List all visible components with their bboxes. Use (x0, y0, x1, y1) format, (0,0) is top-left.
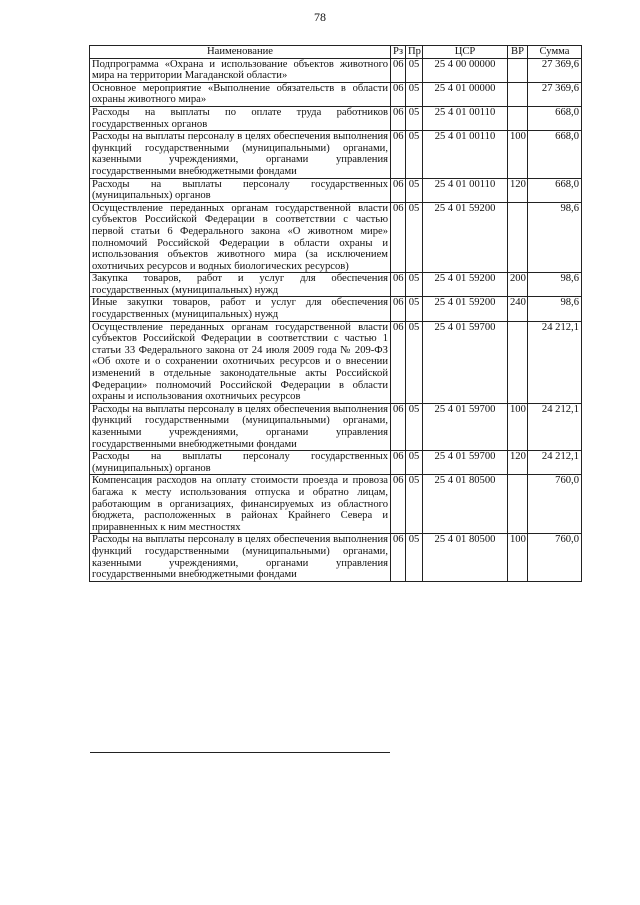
table-row (90, 297, 582, 321)
cell-rz: 06 (391, 58, 406, 82)
cell-vr: 100 (508, 534, 528, 581)
cell-sum: 760,0 (528, 534, 582, 581)
cell-name: Осуществление переданных органам государственной власти субъектов Российской Федерации в соответствии с частью 1 статьи 33 Федерального закона от 24 июля 2009 года № 209-ФЗ «Об охоте и о сохранении охотничьих ресурсов и о внесении изменений в отдельные законодательные акты Российской Федерации» полномочий Российской Федерации в области охраны и использования охотничьих ресурсов (90, 321, 391, 403)
cell-csr: 25 4 01 00000 (423, 82, 508, 106)
cell-rz: 06 (391, 321, 406, 403)
cell-vr (508, 202, 528, 273)
cell-pr: 05 (406, 58, 423, 82)
cell-vr (508, 82, 528, 106)
cell-rz: 06 (391, 202, 406, 273)
table-row (90, 451, 582, 475)
cell-pr: 05 (406, 106, 423, 130)
cell-sum: 760,0 (528, 475, 582, 534)
table-row (90, 178, 582, 202)
cell-rz: 06 (391, 451, 406, 475)
cell-pr: 05 (406, 403, 423, 450)
cell-name: Расходы на выплаты персоналу в целях обеспечения выполнения функций государственными (муниципальными) органами, казенными учреждениями, органами управления государственными внебюджетными фондами (90, 131, 391, 178)
cell-rz: 06 (391, 106, 406, 130)
cell-rz: 06 (391, 131, 406, 178)
cell-csr: 25 4 01 00110 (423, 131, 508, 178)
cell-sum: 98,6 (528, 202, 582, 273)
cell-sum: 98,6 (528, 297, 582, 321)
cell-name: Расходы на выплаты персоналу государственных (муниципальных) органов (90, 178, 391, 202)
cell-name: Основное мероприятие «Выполнение обязательств в области охраны животного мира» (90, 82, 391, 106)
table-row (90, 131, 582, 178)
header-pr: Пр (406, 46, 423, 59)
table-header-row (90, 46, 582, 59)
header-sum: Сумма (528, 46, 582, 59)
table-row (90, 321, 582, 403)
cell-name: Расходы на выплаты персоналу в целях обеспечения выполнения функций государственными (муниципальными) органами, казенными учреждениями, органами управления государственными внебюджетными фондами (90, 534, 391, 581)
budget-table (89, 45, 582, 582)
cell-vr: 100 (508, 131, 528, 178)
cell-sum: 98,6 (528, 273, 582, 297)
cell-pr: 05 (406, 321, 423, 403)
cell-csr: 25 4 01 59200 (423, 202, 508, 273)
footer-rule (90, 752, 390, 753)
cell-rz: 06 (391, 82, 406, 106)
table-row (90, 202, 582, 273)
cell-csr: 25 4 01 80500 (423, 534, 508, 581)
cell-name: Расходы на выплаты персоналу государственных (муниципальных) органов (90, 451, 391, 475)
cell-pr: 05 (406, 475, 423, 534)
cell-csr: 25 4 01 80500 (423, 475, 508, 534)
cell-sum: 668,0 (528, 106, 582, 130)
cell-sum: 668,0 (528, 131, 582, 178)
cell-rz: 06 (391, 475, 406, 534)
table-row (90, 106, 582, 130)
cell-vr (508, 475, 528, 534)
cell-rz: 06 (391, 297, 406, 321)
cell-pr: 05 (406, 273, 423, 297)
cell-pr: 05 (406, 178, 423, 202)
cell-name: Компенсация расходов на оплату стоимости проезда и провоза багажа к месту использования отпуска и обратно лицам, работающим в организациях, финансируемых из областного бюджета, расположенных в районах Крайнего Севера и приравненных к ним местностях (90, 475, 391, 534)
cell-name: Расходы на выплаты по оплате труда работников государственных органов (90, 106, 391, 130)
cell-vr: 120 (508, 451, 528, 475)
cell-sum: 27 369,6 (528, 82, 582, 106)
cell-pr: 05 (406, 82, 423, 106)
cell-pr: 05 (406, 202, 423, 273)
cell-name: Иные закупки товаров, работ и услуг для обеспечения государственных (муниципальных) нужд (90, 297, 391, 321)
table-row (90, 475, 582, 534)
cell-pr: 05 (406, 451, 423, 475)
cell-vr: 120 (508, 178, 528, 202)
cell-csr: 25 4 00 00000 (423, 58, 508, 82)
cell-csr: 25 4 01 59200 (423, 273, 508, 297)
table-row (90, 82, 582, 106)
cell-name: Подпрограмма «Охрана и использование объектов животного мира на территории Магаданской области» (90, 58, 391, 82)
cell-csr: 25 4 01 00110 (423, 106, 508, 130)
cell-name: Закупка товаров, работ и услуг для обеспечения государственных (муниципальных) нужд (90, 273, 391, 297)
cell-rz: 06 (391, 273, 406, 297)
cell-csr: 25 4 01 00110 (423, 178, 508, 202)
cell-vr (508, 106, 528, 130)
cell-vr (508, 58, 528, 82)
cell-vr (508, 321, 528, 403)
table-row (90, 58, 582, 82)
cell-name: Осуществление переданных органам государственной власти субъектов Российской Федерации в соответствии с частью первой статьи 6 Федерального закона «О животном мире» полномочий Российской Федерации в области охраны и использования объектов животного мира (за исключением охотничьих ресурсов и водных биологических ресурсов) (90, 202, 391, 273)
cell-pr: 05 (406, 534, 423, 581)
cell-vr: 200 (508, 273, 528, 297)
cell-csr: 25 4 01 59700 (423, 451, 508, 475)
table-row (90, 403, 582, 450)
cell-csr: 25 4 01 59200 (423, 297, 508, 321)
cell-rz: 06 (391, 403, 406, 450)
header-name: Наименование (90, 46, 391, 59)
header-csr: ЦСР (423, 46, 508, 59)
cell-rz: 06 (391, 178, 406, 202)
cell-pr: 05 (406, 131, 423, 178)
page-number: 78 (314, 10, 326, 24)
cell-rz: 06 (391, 534, 406, 581)
cell-vr: 240 (508, 297, 528, 321)
table-row (90, 273, 582, 297)
table-body (90, 58, 582, 581)
cell-sum: 24 212,1 (528, 403, 582, 450)
cell-sum: 668,0 (528, 178, 582, 202)
cell-sum: 27 369,6 (528, 58, 582, 82)
cell-pr: 05 (406, 297, 423, 321)
cell-sum: 24 212,1 (528, 451, 582, 475)
table-row (90, 534, 582, 581)
cell-csr: 25 4 01 59700 (423, 403, 508, 450)
cell-sum: 24 212,1 (528, 321, 582, 403)
cell-vr: 100 (508, 403, 528, 450)
cell-csr: 25 4 01 59700 (423, 321, 508, 403)
header-vr: ВР (508, 46, 528, 59)
cell-name: Расходы на выплаты персоналу в целях обеспечения выполнения функций государственными (муниципальными) органами, казенными учреждениями, органами управления государственными внебюджетными фондами (90, 403, 391, 450)
header-rz: Рз (391, 46, 406, 59)
